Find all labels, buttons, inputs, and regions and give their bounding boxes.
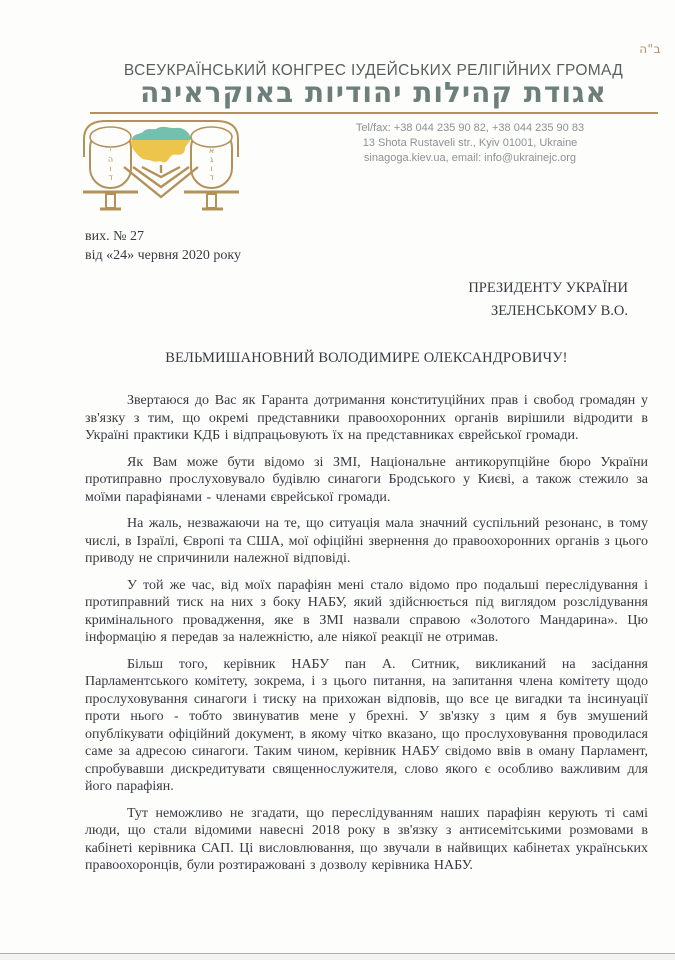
svg-text:ו: ו	[210, 164, 213, 173]
svg-text:ו: ו	[109, 164, 112, 173]
contact-block	[300, 121, 640, 166]
svg-text:ד: ד	[108, 173, 113, 182]
svg-text:י: י	[109, 146, 112, 155]
contact-email-site: sinagoga.kiev.ua, email: info@ukrainejc.org	[363, 152, 577, 164]
svg-text:ג: ג	[209, 155, 214, 164]
paragraph-5: Більш того, керівник НАБУ пан А. Ситник, викликаний на засідання Парламентського комітету, зокрема, і з цього питання, на запитання члена комітету щодо прослуховування синагоги і тиску на прихожан відповів, що все це вигадки та інсинуації проти нього - тобто звинуватив мене у брехні. У зв'язку з цим я був змушений опублікувати офіційний документ, в якому чітко вказано, що прослуховування проводилася саме за адресою синагоги. Таким чином, керівник НАБУ свідомо ввів в оману Парламент, спробувавши дискредитувати священнослужителя, слово якого є особливо важливим для його парафіян.	[85, 656, 648, 794]
reference-block	[85, 227, 241, 265]
org-name-ukrainian: ВСЕУКРАЇНСЬКИЙ КОНГРЕС ІУДЕЙСЬКИХ РЕЛІГІЙНИХ ГРОМАД	[123, 62, 624, 79]
addressee-block	[468, 277, 628, 322]
salutation: ВЕЛЬМИШАНОВНИЙ ВОЛОДИМИРЕ ОЛЕКСАНДРОВИЧУ!	[165, 350, 568, 366]
paragraph-6: Тут неможливо не згадати, що переслідуванням наших парафіян керують ті самі люди, що стали відомими навесні 2018 року в зв'язку з антисемітськими розмовами в кабінеті керівника САП. Ці висловлювання, що звучали в найвищих кабінетах українських правоохоронців, були розтиражовані з дозволу керівника НАБУ.	[85, 805, 648, 873]
svg-text:ד: ד	[209, 173, 214, 182]
paragraph-1: Звертаюся до Вас як Гаранта дотримання конституційних прав і свобод громадян у зв'язку з тим, що окремі представники правоохоронних органів вирішили відродити в Україні практики КДБ і відпрацьовують їх на представниках єврейської громади.	[85, 393, 648, 443]
svg-text:ה: ה	[107, 155, 114, 164]
bsd-hebrew-abbreviation: ב"ה	[639, 42, 661, 56]
paragraph-2: Як Вам може бути відомо зі ЗМІ, Національне антикорупційне бюро України протиправно прослуховувало будівлю синагоги Бродського у Києві, а також стежило за моїми парафіянами - членами єврейської громади.	[85, 454, 648, 505]
addressee-name: ЗЕЛЕНСЬКОМУ В.О.	[490, 302, 628, 319]
contact-phone: Tel/fax: +38 044 235 90 82, +38 044 235 90 83	[355, 122, 585, 134]
letterhead-divider	[90, 112, 658, 114]
svg-text:א: א	[208, 146, 215, 155]
letter-body	[85, 392, 648, 884]
scan-background	[0, 954, 675, 960]
reference-date: від «24» червня 2020 року	[85, 248, 242, 263]
contact-address: 13 Shota Rustaveli str., Kyiv 01001, Ukraine	[362, 137, 578, 149]
congress-logo-icon	[76, 115, 246, 220]
paragraph-3: На жаль, незважаючи на те, що ситуація мала значний суспільний резонанс, в тому числі, в Ізраїлі, Європі та США, мої офіційні звернення до правоохоронних органів з цього приводу не спричинили належної відповіді.	[85, 516, 648, 566]
scroll-handles	[83, 192, 239, 209]
paragraph-4: У той же час, від моїх парафіян мені стало відомо про подальші переслідування і протиправний тиск на них з боку НАБУ, який здійснюється під виглядом розслідування кримінального провадження, яке в ЗМІ назвали справою «Золотого Мандарина». Цю інформацію я передав за належністю, але ніякої реакції не отримав.	[85, 577, 648, 645]
org-name-hebrew: אגודת קהילות יהודיות באוקראינה	[140, 76, 607, 109]
reference-number: вих. № 27	[85, 229, 144, 244]
ukraine-map-icon	[131, 127, 191, 163]
addressee-title: ПРЕЗИДЕНТУ УКРАЇНИ	[468, 280, 628, 296]
